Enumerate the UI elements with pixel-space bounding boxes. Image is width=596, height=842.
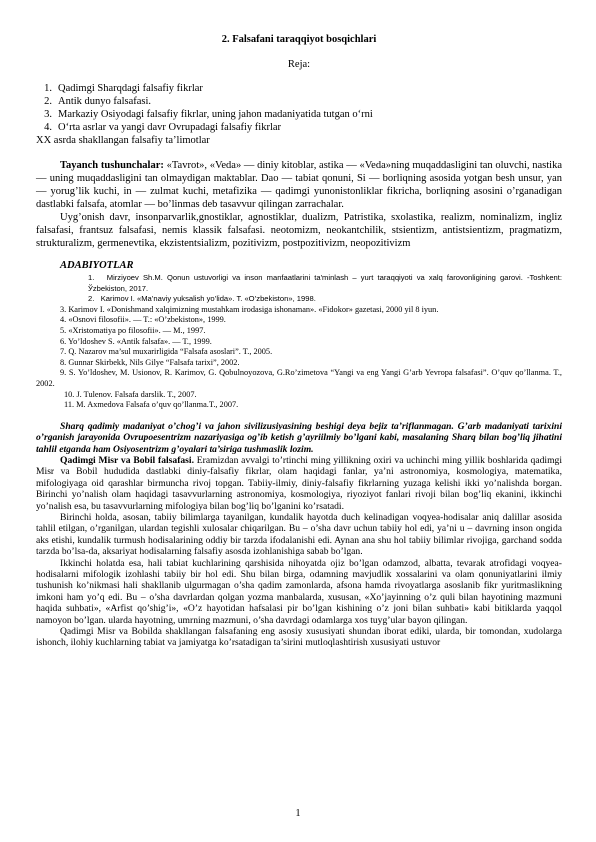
reference-item: 11. M. Axmedova Falsafa o’quv qo’llanma.T., 2007.: [64, 400, 239, 410]
body-paragraph: Birinchi holda, asosan, tabiiy bilimlarga tayanilgan, kundalik hayotda duch kelinadigan voqyea-hodisalar aniq dalillar asosida tahlil etilgan, o’rganilgan, ulardan tegishli xulosalar chiqarilgan. Bu – o’sha davr uchun tabiiy hol edi, ya’ni u – davrning inson ongida aks etishi, kundalik turmush hodisalarining oddiy bir tarzda ifodalanishi edi. Aynan ana shu hol tabiiy bilimlar rivojiga, garchand sodda tarzda bo’lsa-da, aksariyat hodisalarning falsafiy asosda izohlanishiga sabab bo’lgan.: [36, 511, 562, 558]
page-title: 2. Falsafani taraqqiyot bosqichlari: [221, 34, 377, 45]
reference-item: 8. Gunnar Skirbekk, Nils Gilye “Falsafa tarixi”, 2002.: [60, 357, 240, 367]
document-page: [36, 34, 562, 649]
key-terms-label: Tayanch tushunchalar:: [60, 160, 164, 171]
body-paragraph: Ikkinchi holatda esa, hali tabiat kuchlarining qarshisida nihoyatda ojiz bo’lgan odamzod, albatta, tevarak atrofidagi voqyea-hodisalarni mifologik izohlashi tabiiy bir hol edi. Shu bilan birga, odamning mavjudlik xossalarini va olam qonuniyatlarini ilmiy tushunish ko’nikmasi hali shakllanib ulgurmagan o’sha qadim zamonlarda, afsona hamda rivoyatlarga asoslanib fikr yuritmaslikning imkoni ham yo’q edi. Bu – o’sha davrlardan qolgan yozma manbalarda, xususan, «Xo’jayinning o’z quli bilan hayotining mazmuni haqida suhbati», «Arfist qo’shig’i», «O’z hayotidan hafsalasi pir bo’lgan kishining o’z joni bilan suhbati» kabi bitiklarda yaqqol namoyon bo’lgan. ularda hayotning, umrning mazmuni, o’sha davrdagi odamlarga xos tuyg’ular bayon qilingan.: [36, 557, 562, 626]
reference-item: 1. Mirziyoev Sh.M. Qonun ustuvorligi va inson manfaatlarini ta'minlash – yurt taraqqiyoti va xalq farovonligining garovi. -Toshkent: Ўzbekiston, 2017.: [88, 273, 562, 293]
main-section: [36, 421, 562, 649]
page-number: 1: [295, 808, 301, 819]
plan-item: 1. Qadimgi Sharqdagi falsafiy fikrlar: [44, 83, 203, 94]
reference-item: 9. S. Yo’ldoshev, M. Usionov, R. Karimov, G. Qobulnoyozova, G.Ro’zimetova “Yangi va eng Yangi G’arb Yevropa falsafasi”. O’quv qo’llanma. T., 2002.: [36, 368, 563, 388]
reference-item: 5. «Xristomatiya po filosofii». — M., 1997.: [60, 325, 206, 335]
bibliography-heading: ADABIYOTLAR: [60, 260, 134, 271]
reference-item: 2. Karimov I. «Ma’naviy yuksalish yo’lida». T. «O’zbekiston», 1998.: [88, 294, 316, 304]
plan-item: 3. Markaziy Osiyodagi falsafiy fikrlar, uning jahon madaniyatida tutgan o‘rni: [44, 109, 373, 120]
reference-item: 7. Q. Nazarov ma’sul muxarirligida “Falsafa asoslari”. T., 2005.: [60, 347, 273, 357]
body-paragraph: Qadimgi Misr va Bobilda shakllangan falsafaning eng asosiy xususiyati shundan iborat ediki, ularda, bir tomondan, xudolarga ishonch, ilohiy kuchlarning tabiat va jamiyatga ko’rsatadigan ta’sirini mutloqlashtirish xususiyati ustuvor: [36, 626, 562, 649]
section-lead-paragraph: Sharq qadimiy madaniyat o’chog’i va jahon sivilizusiyasining beshigi deya bejiz ta’riflanmagan. G’arb madaniyati tarixini o’rganish jarayonida Ovrupoesentrizm nazariyasiga og’ib ketish g’ayriilmiy bo’lgani kabi, masalaning Sharq bilan bog’liq jihatini tahlil etganda ham Osiyosentrizm g’oyalari ta’siriga tushmaslik lozim.: [36, 420, 562, 455]
references-list: [36, 273, 562, 411]
plan-item: 2. Antik dunyo falsafasi.: [44, 96, 152, 107]
terms-list-paragraph: Uyg’onish davr, insonparvarlik,gnostiklar, agnostiklar, dualizm, Patristika, sxolastika, realizm, nominalizm, ingliz falsafasi, frantsuz falsafasi, nemis klassik falsafasi. neotomizm, neokantchilik, stsientizm, antistsientizm, pragmatizm, strukturalizm, germenevtika, ekzistentsializm, pozitivizm, postpozitivizm, neopozitivizm: [36, 212, 562, 249]
misr-paragraph: Qadimgi Misr va Bobil falsafasi. Eramizdan avvalgi to’rtinchi ming yillikning oxiri va uchinchi ming yillik boshlarida qadimgi Misr va Bobil hududida dastlabki diniy-falsafiy fikrlar, olam haqidagi fanlar, ya’ni astronomiya, kosmologiya, matematika, mifologiyaga oid qarashlar birmuncha rivoj topgan. Tabiiy-ilmiy, diniy-falsafiy fikrlarning yuzaga kelishi ikki yo’nalishda borgan. Birinchi yo’nalish olam haqidagi tasavvurlarning astronomiya, kosmologiya, riyoziyot fanlari rivoji bilan bog’liq ekanini, ikkinchi yo’nalish esa, bu tasavvurlarning mifologiya bilan bog’liq bo’lganini ko’rsatadi.: [36, 454, 562, 512]
key-terms-paragraph: [36, 159, 562, 211]
plan-list: [36, 82, 562, 134]
key-terms-text: «Tavrot», «Veda» — diniy kitoblar, astika — «Veda»ning muqaddasligini tan oluvchi, nastika — uning muqaddasligini tan olmaydigan maktablar. Dao — tabiat qonuni, Si — borliqning asosida yotgan besh unsur, yan — yorug’lik kuchi, in — zulmat kuchi, metafizika — qadimgi yunonistonliklar fikricha, borliqning asosini o’rganadigan dastlabki falsafa, atomlar — bo’linmas deb tasavvur qilingan zarrachalar.: [36, 160, 562, 210]
reference-item: 10. J. Tulenov. Falsafa darslik. T., 2007.: [64, 389, 197, 399]
reference-item: 4. «Osnovi filosofii». — T.: «O’zbekiston», 1999.: [60, 315, 226, 325]
reference-item: 3. Karimov I. «Donishmand xalqimizning mustahkam irodasiga ishonaman». «Fidokor» gazetasi, 2000 yil 8 iyun.: [60, 304, 439, 314]
plan-item: 4. O‘rta asrlar va yangi davr Ovrupadagi falsafiy fikrlar: [44, 122, 282, 133]
misr-heading: Qadimgi Misr va Bobil falsafasi.: [60, 454, 194, 466]
reference-item: 6. Yo’ldoshev S. «Antik falsafa». — T., 1999.: [60, 336, 212, 346]
plan-extra-item: XX asrda shakllangan falsafiy ta’limotlar: [36, 135, 210, 146]
plan-heading: Reja:: [287, 59, 311, 70]
